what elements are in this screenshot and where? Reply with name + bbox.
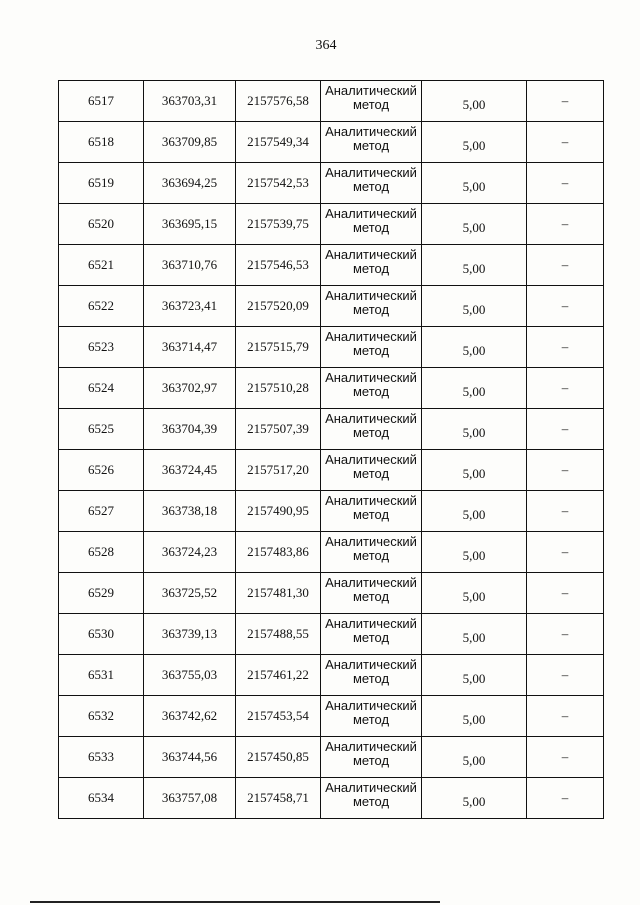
x-coordinate-cell: 363709,85 — [144, 122, 236, 163]
note-cell: – — [527, 204, 604, 245]
coordinates-table — [58, 80, 604, 819]
note-cell: – — [527, 409, 604, 450]
x-coordinate-cell: 363710,76 — [144, 245, 236, 286]
accuracy-cell — [422, 409, 527, 450]
point-number-cell: 6530 — [59, 614, 144, 655]
method-text: Аналитический метод — [325, 165, 417, 194]
x-coordinate-cell: 363725,52 — [144, 573, 236, 614]
page-number: 364 — [315, 38, 337, 53]
bottom-rule — [30, 901, 440, 903]
point-number-cell: 6521 — [59, 245, 144, 286]
x-coordinate-cell: 363744,56 — [144, 737, 236, 778]
x-coordinate-cell: 363694,25 — [144, 163, 236, 204]
table-row — [59, 655, 604, 696]
method-cell — [321, 409, 422, 450]
table-row — [59, 614, 604, 655]
table-row — [59, 491, 604, 532]
table-row — [59, 737, 604, 778]
method-cell — [321, 778, 422, 819]
method-cell — [321, 655, 422, 696]
accuracy-cell — [422, 204, 527, 245]
method-cell — [321, 163, 422, 204]
method-cell — [321, 696, 422, 737]
accuracy-text: 5,00 — [462, 302, 486, 317]
method-text: Аналитический метод — [325, 452, 417, 481]
x-coordinate-cell: 363704,39 — [144, 409, 236, 450]
y-coordinate-cell: 2157461,22 — [236, 655, 321, 696]
accuracy-cell — [422, 81, 527, 122]
x-coordinate-cell: 363695,15 — [144, 204, 236, 245]
note-cell: – — [527, 655, 604, 696]
accuracy-cell — [422, 614, 527, 655]
y-coordinate-cell: 2157510,28 — [236, 368, 321, 409]
note-cell: – — [527, 450, 604, 491]
method-cell — [321, 614, 422, 655]
accuracy-cell — [422, 286, 527, 327]
table-row — [59, 573, 604, 614]
x-coordinate-cell: 363757,08 — [144, 778, 236, 819]
table-row — [59, 450, 604, 491]
note-cell: – — [527, 778, 604, 819]
accuracy-cell — [422, 573, 527, 614]
accuracy-text: 5,00 — [462, 138, 486, 153]
accuracy-text: 5,00 — [462, 97, 486, 112]
accuracy-text: 5,00 — [462, 220, 486, 235]
y-coordinate-cell: 2157539,75 — [236, 204, 321, 245]
method-text: Аналитический метод — [325, 657, 417, 686]
x-coordinate-cell: 363742,62 — [144, 696, 236, 737]
accuracy-cell — [422, 163, 527, 204]
accuracy-text: 5,00 — [462, 794, 486, 809]
accuracy-text: 5,00 — [462, 712, 486, 727]
point-number-cell: 6522 — [59, 286, 144, 327]
x-coordinate-cell: 363739,13 — [144, 614, 236, 655]
y-coordinate-cell: 2157515,79 — [236, 327, 321, 368]
x-coordinate-cell: 363714,47 — [144, 327, 236, 368]
note-cell: – — [527, 245, 604, 286]
y-coordinate-cell: 2157483,86 — [236, 532, 321, 573]
table-row — [59, 81, 604, 122]
accuracy-cell — [422, 122, 527, 163]
note-cell: – — [527, 286, 604, 327]
method-cell — [321, 737, 422, 778]
table-row — [59, 532, 604, 573]
accuracy-cell — [422, 696, 527, 737]
note-cell: – — [527, 737, 604, 778]
method-text: Аналитический метод — [325, 329, 417, 358]
point-number-cell: 6524 — [59, 368, 144, 409]
x-coordinate-cell: 363723,41 — [144, 286, 236, 327]
note-cell: – — [527, 532, 604, 573]
method-cell — [321, 573, 422, 614]
table-row — [59, 204, 604, 245]
y-coordinate-cell: 2157546,53 — [236, 245, 321, 286]
y-coordinate-cell: 2157458,71 — [236, 778, 321, 819]
table-row — [59, 245, 604, 286]
accuracy-cell — [422, 778, 527, 819]
accuracy-cell — [422, 491, 527, 532]
accuracy-text: 5,00 — [462, 384, 486, 399]
table-row — [59, 778, 604, 819]
y-coordinate-cell: 2157507,39 — [236, 409, 321, 450]
method-text: Аналитический метод — [325, 575, 417, 604]
table-row — [59, 327, 604, 368]
method-cell — [321, 532, 422, 573]
point-number-cell: 6528 — [59, 532, 144, 573]
accuracy-text: 5,00 — [462, 671, 486, 686]
method-cell — [321, 122, 422, 163]
method-text: Аналитический метод — [325, 206, 417, 235]
method-cell — [321, 327, 422, 368]
y-coordinate-cell: 2157450,85 — [236, 737, 321, 778]
accuracy-cell — [422, 532, 527, 573]
accuracy-text: 5,00 — [462, 466, 486, 481]
accuracy-text: 5,00 — [462, 589, 486, 604]
method-cell — [321, 491, 422, 532]
y-coordinate-cell: 2157549,34 — [236, 122, 321, 163]
point-number-cell: 6523 — [59, 327, 144, 368]
point-number-cell: 6533 — [59, 737, 144, 778]
method-text: Аналитический метод — [325, 534, 417, 563]
y-coordinate-cell: 2157520,09 — [236, 286, 321, 327]
y-coordinate-cell: 2157576,58 — [236, 81, 321, 122]
accuracy-text: 5,00 — [462, 179, 486, 194]
accuracy-text: 5,00 — [462, 425, 486, 440]
note-cell: – — [527, 163, 604, 204]
point-number-cell: 6534 — [59, 778, 144, 819]
note-cell: – — [527, 614, 604, 655]
note-cell: – — [527, 696, 604, 737]
note-cell: – — [527, 573, 604, 614]
method-text: Аналитический метод — [325, 370, 417, 399]
accuracy-text: 5,00 — [462, 507, 486, 522]
accuracy-cell — [422, 450, 527, 491]
accuracy-text: 5,00 — [462, 630, 486, 645]
x-coordinate-cell: 363702,97 — [144, 368, 236, 409]
note-cell: – — [527, 368, 604, 409]
table-row — [59, 409, 604, 450]
table-row — [59, 163, 604, 204]
y-coordinate-cell: 2157453,54 — [236, 696, 321, 737]
x-coordinate-cell: 363724,23 — [144, 532, 236, 573]
method-cell — [321, 245, 422, 286]
x-coordinate-cell: 363738,18 — [144, 491, 236, 532]
method-text: Аналитический метод — [325, 124, 417, 153]
point-number-cell: 6519 — [59, 163, 144, 204]
method-text: Аналитический метод — [325, 411, 417, 440]
note-cell: – — [527, 327, 604, 368]
accuracy-cell — [422, 737, 527, 778]
method-text: Аналитический метод — [325, 493, 417, 522]
y-coordinate-cell: 2157488,55 — [236, 614, 321, 655]
table-row — [59, 122, 604, 163]
point-number-cell: 6517 — [59, 81, 144, 122]
method-cell — [321, 81, 422, 122]
method-text: Аналитический метод — [325, 288, 417, 317]
method-text: Аналитический метод — [325, 83, 417, 112]
point-number-cell: 6531 — [59, 655, 144, 696]
point-number-cell: 6520 — [59, 204, 144, 245]
accuracy-text: 5,00 — [462, 343, 486, 358]
table-row — [59, 696, 604, 737]
y-coordinate-cell: 2157481,30 — [236, 573, 321, 614]
note-cell: – — [527, 122, 604, 163]
table-body — [59, 81, 604, 819]
method-text: Аналитический метод — [325, 247, 417, 276]
method-text: Аналитический метод — [325, 780, 417, 809]
note-cell: – — [527, 491, 604, 532]
accuracy-text: 5,00 — [462, 261, 486, 276]
accuracy-text: 5,00 — [462, 548, 486, 563]
accuracy-cell — [422, 327, 527, 368]
accuracy-cell — [422, 245, 527, 286]
accuracy-text: 5,00 — [462, 753, 486, 768]
x-coordinate-cell: 363703,31 — [144, 81, 236, 122]
note-cell: – — [527, 81, 604, 122]
y-coordinate-cell: 2157542,53 — [236, 163, 321, 204]
point-number-cell: 6527 — [59, 491, 144, 532]
method-text: Аналитический метод — [325, 739, 417, 768]
table-row — [59, 286, 604, 327]
y-coordinate-cell: 2157490,95 — [236, 491, 321, 532]
method-cell — [321, 450, 422, 491]
point-number-cell: 6529 — [59, 573, 144, 614]
method-cell — [321, 368, 422, 409]
table-row — [59, 368, 604, 409]
method-text: Аналитический метод — [325, 616, 417, 645]
y-coordinate-cell: 2157517,20 — [236, 450, 321, 491]
point-number-cell: 6525 — [59, 409, 144, 450]
x-coordinate-cell: 363755,03 — [144, 655, 236, 696]
x-coordinate-cell: 363724,45 — [144, 450, 236, 491]
method-cell — [321, 286, 422, 327]
method-cell — [321, 204, 422, 245]
point-number-cell: 6532 — [59, 696, 144, 737]
method-text: Аналитический метод — [325, 698, 417, 727]
point-number-cell: 6526 — [59, 450, 144, 491]
accuracy-cell — [422, 655, 527, 696]
point-number-cell: 6518 — [59, 122, 144, 163]
accuracy-cell — [422, 368, 527, 409]
